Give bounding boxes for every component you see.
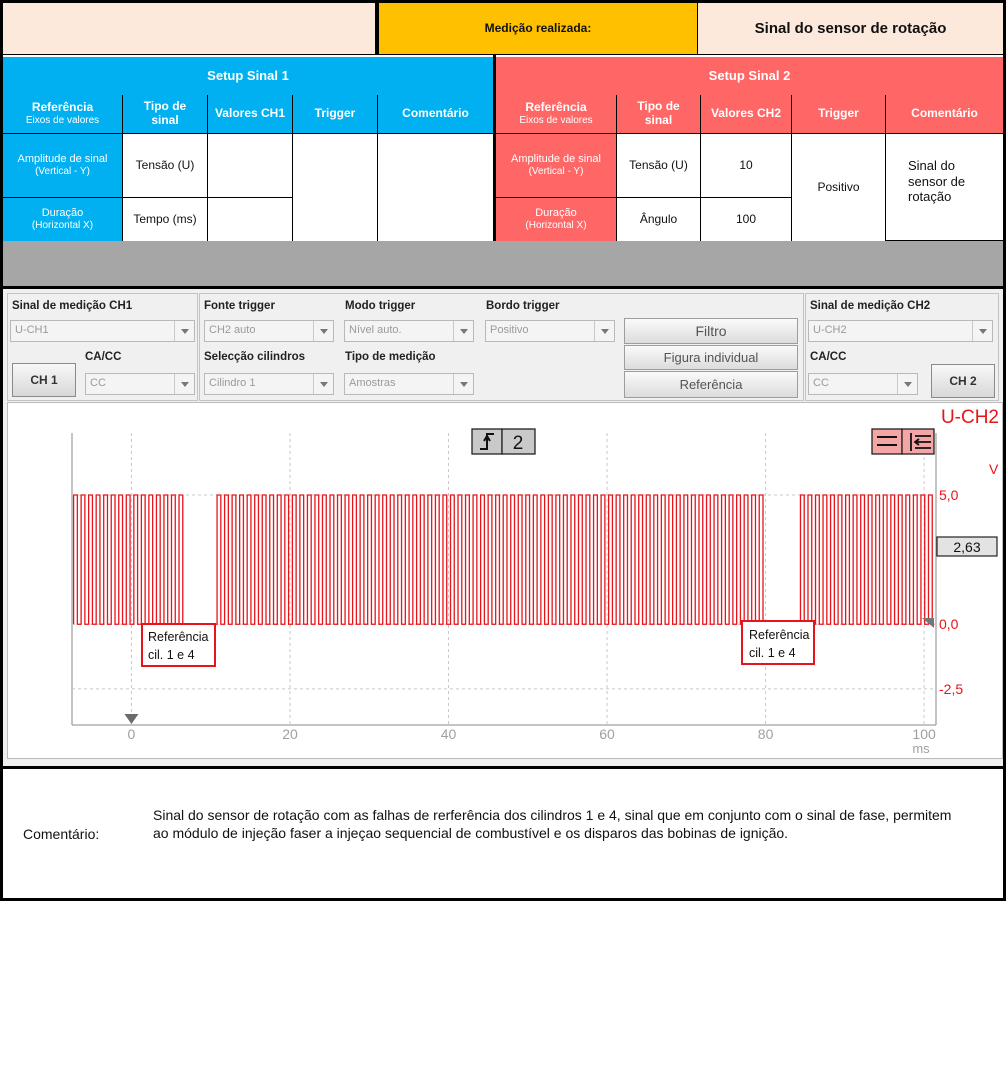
cilindros-label: Selecção cilindros (204, 351, 305, 363)
setup1-col-ref (3, 95, 123, 134)
x-tick-label: 80 (757, 726, 774, 742)
modo-trigger-label: Modo trigger (345, 300, 416, 312)
annotation-left-line2: cil. 1 e 4 (148, 648, 195, 662)
setup2-col-comentario: Comentário (886, 95, 1003, 134)
ch2-signal-select[interactable] (808, 320, 993, 342)
annotation-left-line1: Referência (148, 630, 209, 644)
setup1-row1-title: Amplitude de sinal (17, 153, 108, 166)
setup1-row1-tipo: Tensão (U) (123, 134, 208, 198)
ch1-acdc-label: CA/CC (85, 351, 122, 363)
tipo-medicao-label: Tipo de medição (345, 351, 436, 363)
setup2-col-trigger: Trigger (792, 95, 886, 134)
setup1-col-ref-title: Referência (31, 100, 94, 115)
cilindros-value: Cilindro 1 (209, 377, 256, 389)
chevron-down-icon (897, 374, 917, 394)
setup1-row1-valor (208, 134, 293, 198)
header-blank (0, 0, 378, 57)
setup2-trigger: Positivo (792, 134, 886, 241)
channel-title: U-CH2 (940, 407, 999, 428)
setup2-row1-sub: (Vertical - Y) (528, 166, 584, 178)
ch1-signal-label: Sinal de medição CH1 (12, 300, 133, 312)
ch2-signal-label: Sinal de medição CH2 (810, 300, 931, 312)
setup1-row1-sub: (Vertical - Y) (35, 166, 90, 178)
bordo-trigger-label: Bordo trigger (486, 300, 560, 312)
x-tick-label: 40 (440, 726, 457, 742)
measurement-value: Sinal do sensor de rotação (698, 0, 1006, 57)
comment-label: Comentário: (23, 826, 100, 842)
modo-trigger-value: Nível auto. (349, 324, 402, 336)
cursor-value: 2,63 (953, 539, 981, 555)
x-tick-label: 20 (282, 726, 298, 742)
signal-trace (74, 495, 935, 624)
grey-band (0, 241, 1006, 289)
setup2-row1-tipo: Tensão (U) (617, 134, 701, 198)
setup2-col-ref-sub: Eixos de valores (519, 115, 593, 127)
setup2-row1-valor: 10 (701, 134, 792, 198)
setup1-row1-label (3, 134, 123, 198)
ch2-acdc-value: CC (813, 377, 829, 389)
annotation-right-line1: Referência (749, 628, 810, 642)
setup1-row2-valor (208, 198, 293, 241)
setup2-title: Setup Sinal 2 (496, 57, 1003, 95)
trigger-indicator[interactable] (472, 429, 535, 454)
setup2-row2-label (496, 198, 617, 241)
x-tick-label: 100 (912, 726, 936, 742)
ch2-signal-value: U-CH2 (813, 324, 847, 336)
chevron-down-icon (313, 321, 333, 341)
setup2-row1-title: Amplitude de sinal (511, 153, 601, 166)
ch2-acdc-select[interactable] (808, 373, 918, 395)
setup2-row2-valor: 100 (701, 198, 792, 241)
chevron-down-icon (313, 374, 333, 394)
chevron-down-icon (594, 321, 614, 341)
chevron-down-icon (174, 374, 194, 394)
fonte-trigger-label: Fonte trigger (204, 300, 275, 312)
setup2-col-tipo: Tipo de sinal (617, 95, 701, 134)
setup2-row2-title: Duração (535, 207, 577, 220)
chevron-down-icon (972, 321, 992, 341)
bordo-trigger-select[interactable] (485, 320, 615, 342)
figura-individual-button[interactable]: Figura individual (624, 345, 798, 370)
annotation-right (742, 621, 814, 664)
ch1-acdc-value: CC (90, 377, 106, 389)
setup1-col-tipo: Tipo de sinal (123, 95, 208, 134)
setup2-row1-label (496, 134, 617, 198)
setup1-col-trigger: Trigger (293, 95, 378, 134)
trigger-channel: 2 (512, 433, 524, 454)
setup1-row2-tipo: Tempo (ms) (123, 198, 208, 241)
trigger-time-marker[interactable] (124, 714, 138, 724)
comment-box (0, 766, 1006, 901)
tipo-medicao-select[interactable] (344, 373, 474, 395)
setup2-col-valores: Valores CH2 (701, 95, 792, 134)
setup1-title: Setup Sinal 1 (3, 57, 493, 95)
filtro-button[interactable]: Filtro (624, 318, 798, 344)
scope-plot[interactable] (7, 402, 1003, 759)
setup1-row2-sub: (Horizontal X) (31, 220, 94, 232)
comment-text: Sinal do sensor de rotação com as falhas de rerferência dos cilindros 1 e 4, sinal que em conjunto com o sinal de fase, permitem ao módulo de injeção faser a injeçao sequencial de combustível e os disparos das bobinas de ignição. (153, 807, 952, 842)
ch1-signal-value: U-CH1 (15, 324, 49, 336)
x-tick-label: 0 (127, 726, 136, 742)
cilindros-select[interactable] (204, 373, 334, 395)
ch1-acdc-select[interactable] (85, 373, 195, 395)
setup2-row2-tipo: Ângulo (617, 198, 701, 241)
bordo-trigger-value: Positivo (490, 324, 529, 336)
chevron-down-icon (453, 374, 473, 394)
scope-chart[interactable] (8, 403, 1004, 760)
chevron-down-icon (453, 321, 473, 341)
setup2-row2-sub: (Horizontal X) (525, 220, 587, 232)
fonte-trigger-select[interactable] (204, 320, 334, 342)
referencia-button[interactable]: Referência (624, 371, 798, 398)
x-tick-label: 60 (599, 726, 615, 742)
setup1-comentario (378, 134, 493, 241)
setup1-col-comentario: Comentário (378, 95, 493, 134)
ch2-button[interactable]: CH 2 (931, 364, 995, 398)
setup1-row2-label (3, 198, 123, 241)
annotation-right-line2: cil. 1 e 4 (749, 646, 796, 660)
fonte-trigger-value: CH2 auto (209, 324, 256, 336)
setup2-col-ref-title: Referência (525, 100, 587, 115)
y-tick-label: 5,0 (939, 487, 959, 504)
setup2-col-ref (496, 95, 617, 134)
ch1-signal-select[interactable] (10, 320, 195, 342)
setup1-col-valores: Valores CH1 (208, 95, 293, 134)
setup2-comentario: Sinal do sensor de rotação (908, 158, 988, 205)
measurement-label: Medição realizada: (376, 0, 700, 57)
unit-v: V (989, 461, 999, 477)
x-axis-label: ms (912, 741, 930, 756)
y-tick-label: 0,0 (939, 616, 959, 633)
chevron-down-icon (174, 321, 194, 341)
cursor-readout[interactable] (937, 537, 997, 556)
display-mode-icons[interactable] (872, 429, 934, 454)
y-tick-label: -2,5 (939, 680, 964, 697)
tipo-medicao-value: Amostras (349, 377, 396, 389)
oscilloscope-panel (0, 289, 1006, 767)
modo-trigger-select[interactable] (344, 320, 474, 342)
setup1-row2-title: Duração (41, 207, 84, 220)
setup1-trigger (293, 134, 378, 241)
ch1-button[interactable]: CH 1 (12, 363, 76, 397)
ch2-acdc-label: CA/CC (810, 351, 847, 363)
setup1-col-ref-sub: Eixos de valores (25, 115, 100, 127)
annotation-left (142, 624, 215, 666)
